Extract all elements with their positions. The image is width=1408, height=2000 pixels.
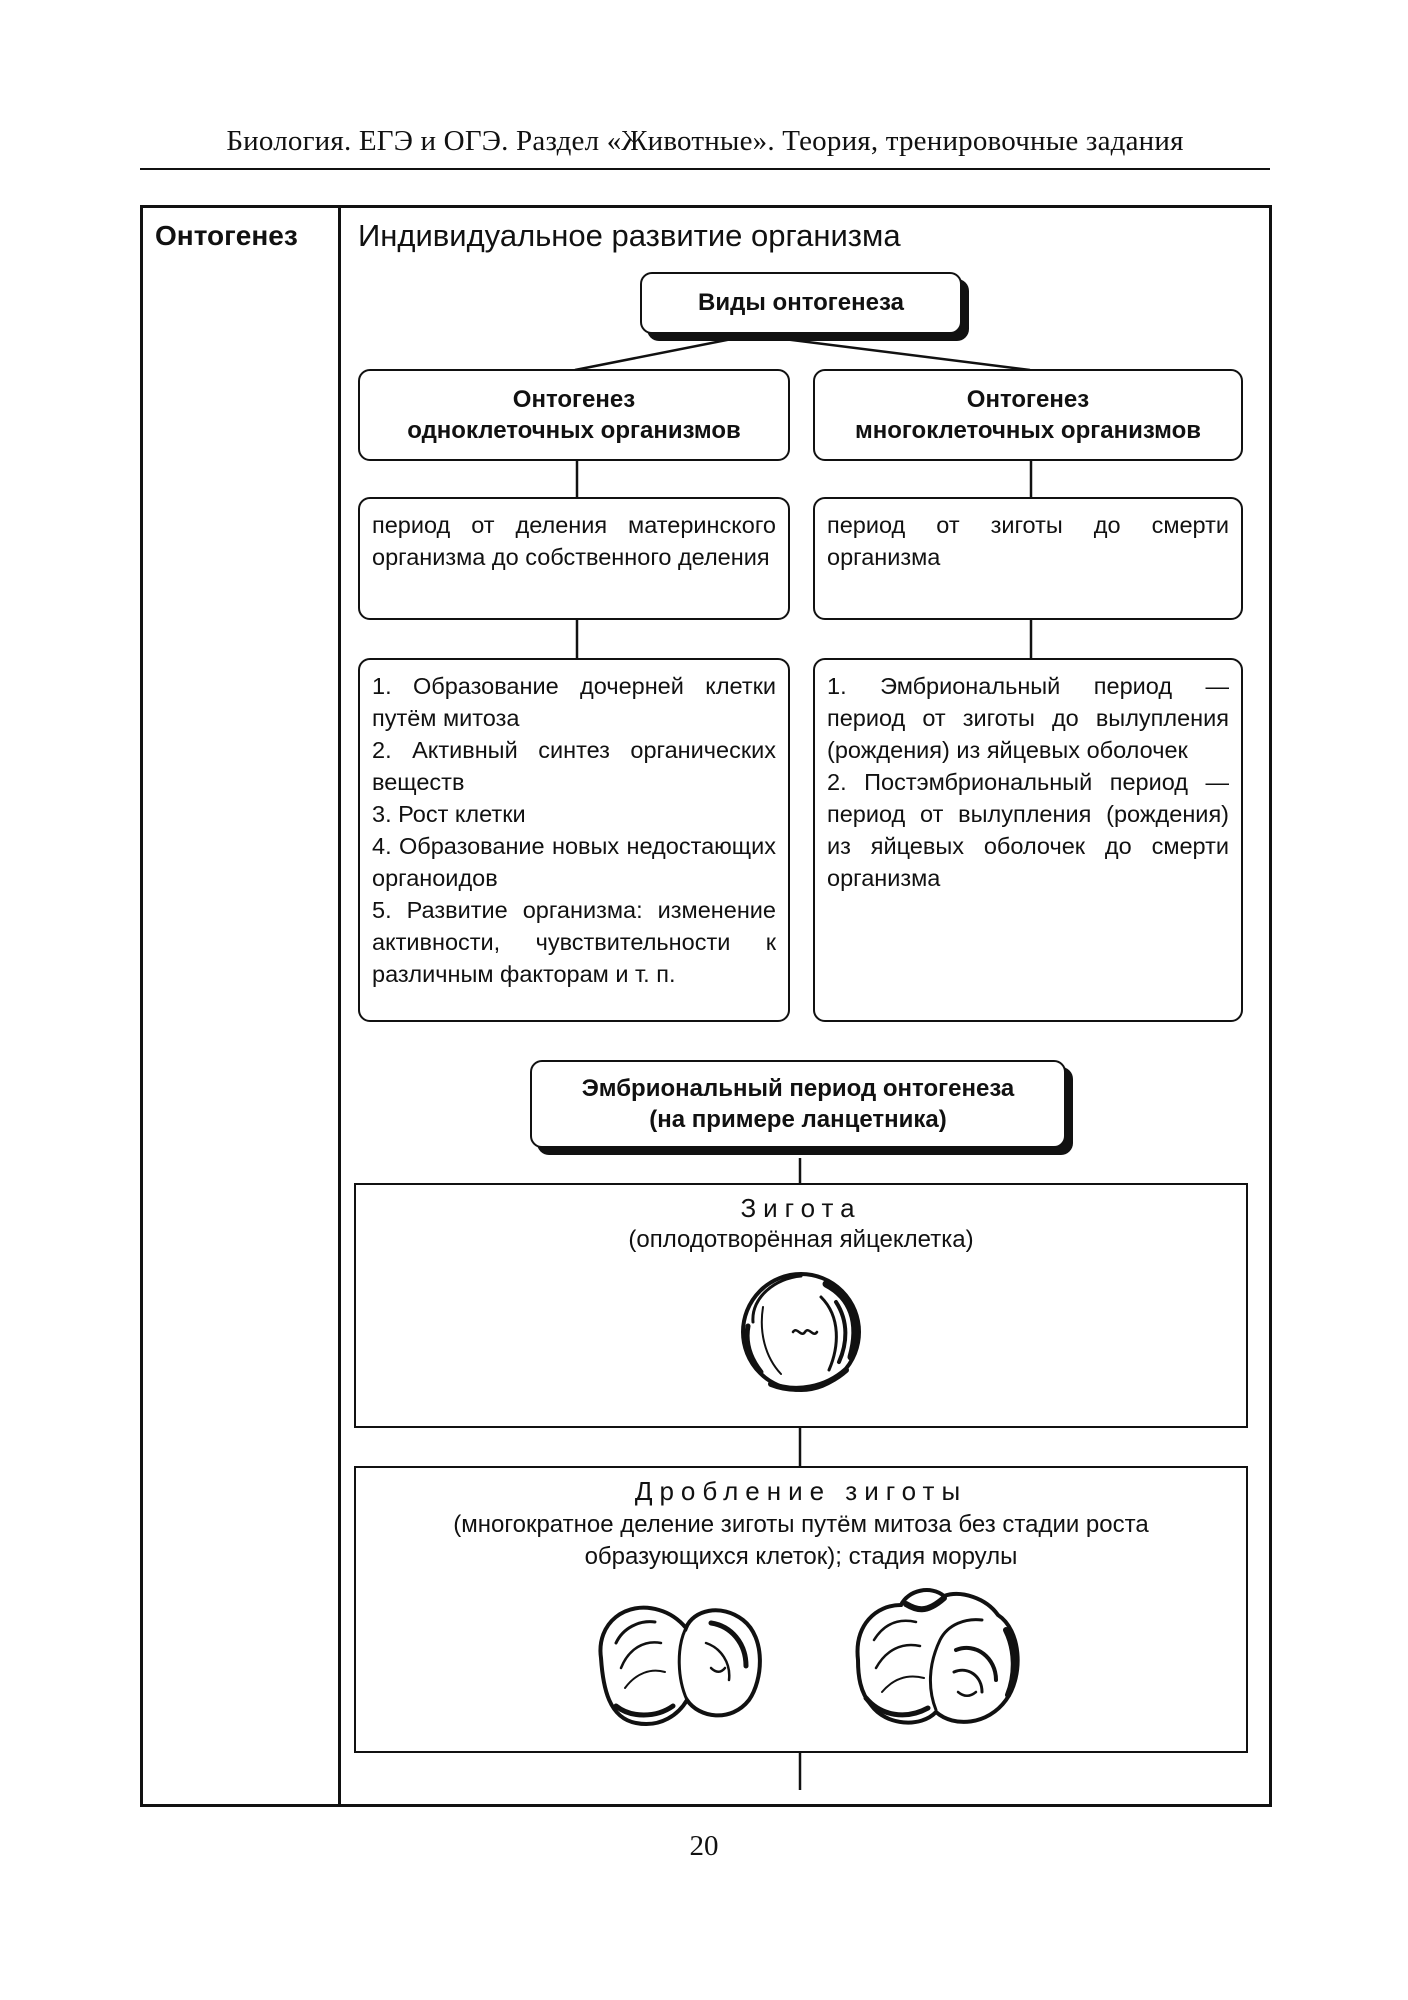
- zygote-title: Зигота: [740, 1193, 862, 1223]
- morula-illustration: [836, 1580, 1036, 1738]
- unicellular-heading-line1: Онтогенез: [512, 385, 636, 413]
- zygote-illustration: [701, 1262, 901, 1402]
- unicellular-stage: 4. Образование новых недостающих органоидов: [372, 833, 776, 891]
- types-title-box: Виды онтогенеза: [640, 272, 962, 334]
- unicellular-stage: 1. Образование дочерней клетки путём митоза: [372, 673, 776, 731]
- multicellular-heading-line2: многоклеточных организмов: [854, 417, 1202, 444]
- unicellular-stage: 2. Активный синтез органических веществ: [372, 737, 776, 795]
- unicellular-stage: 5. Развитие организма: изменение активности, чувствительности к различным факторам и т. п.: [372, 897, 776, 987]
- embryonic-title-line2: (на примере ланцетника): [649, 1106, 947, 1133]
- cleavage-box: [354, 1466, 1248, 1753]
- embryonic-title-box: [530, 1060, 1066, 1148]
- multicellular-period-box: период от зиготы до смерти организма: [813, 497, 1243, 620]
- unicellular-period-box: период от деления материнского организма до собственного деления: [358, 497, 790, 620]
- connector-to-multicellular: [752, 335, 1030, 370]
- multicellular-stage: 2. Постэмбриональный период — период от вылупления (рождения) из яйцевых оболочек до смерти организма: [827, 769, 1229, 891]
- page-number: 20: [689, 1830, 719, 1862]
- cleavage-subtitle-line1: (многократное деление зиготы путём митоза без стадии роста: [453, 1511, 1149, 1538]
- unicellular-heading-box: [358, 369, 790, 461]
- connector-to-unicellular: [575, 335, 752, 370]
- unicellular-stage: 3. Рост клетки: [372, 801, 526, 827]
- cleavage-title: Дробление зиготы: [634, 1476, 968, 1506]
- multicellular-heading-line1: Онтогенез: [966, 385, 1090, 413]
- multicellular-heading-box: [813, 369, 1243, 461]
- zygote-box: [354, 1183, 1248, 1428]
- cleavage-subtitle-line2: образующихся клеток); стадия морулы: [584, 1543, 1018, 1570]
- definition-text: Индивидуальное развитие организма: [358, 218, 901, 253]
- unicellular-heading-line2: одноклеточных организмов: [407, 417, 741, 444]
- embryonic-title-line1: Эмбриональный период онтогенеза: [581, 1074, 1015, 1102]
- zygote-subtitle: (оплодотворённая яйцеклетка): [628, 1226, 974, 1253]
- multicellular-stage: 1. Эмбриональный период — период от зиготы до вылупления (рождения) из яйцевых оболочек: [827, 673, 1229, 763]
- unicellular-stages-box: [358, 658, 790, 1022]
- multicellular-stages-box: [813, 658, 1243, 1022]
- running-header: Биология. ЕГЭ и ОГЭ. Раздел «Животные». Теория, тренировочные задания: [226, 125, 1184, 157]
- two-cell-stage-illustration: [581, 1588, 781, 1738]
- term-cell: Онтогенез: [155, 220, 298, 251]
